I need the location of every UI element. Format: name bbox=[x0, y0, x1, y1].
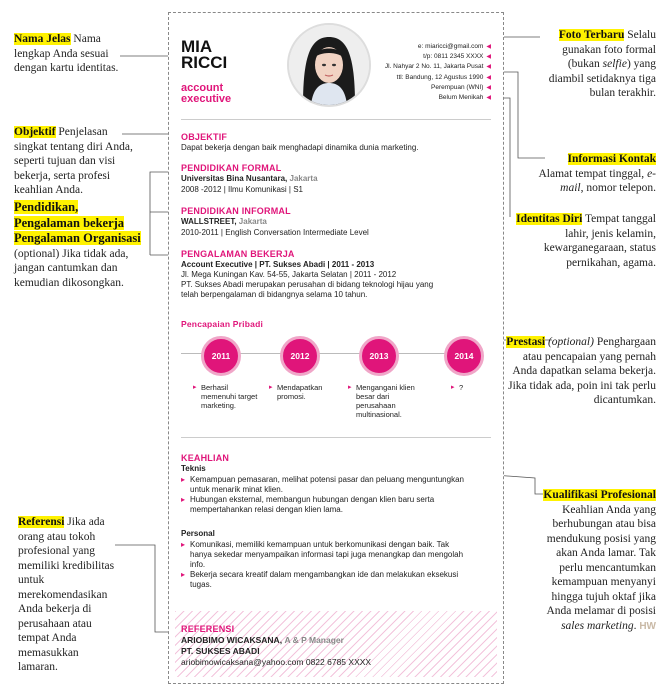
contact-row bbox=[385, 62, 491, 72]
referensi-company: PT. SUKSES ABADI bbox=[181, 646, 260, 656]
pengalaman-address: Jl. Mega Kuningan Kav. 54-55, Jakarta Selatan | 2011 - 2012 bbox=[181, 270, 397, 279]
contact-gender: Perempuan (WNI) bbox=[431, 83, 484, 91]
achievement-text: Berhasil memenuhi target marketing. bbox=[201, 383, 258, 410]
informal-detail: 2010-2011 | English Conversation Intermediate Level bbox=[181, 228, 369, 237]
annotation-prestasi bbox=[506, 335, 656, 408]
contact-row bbox=[385, 42, 491, 52]
triangle-left-icon: ◀ bbox=[486, 84, 491, 91]
annotation-text: Nama lengkap Anda sesuai dengan kartu identitas. bbox=[14, 33, 119, 74]
contact-birth: ttl: Bandung, 12 Agustus 1990 bbox=[396, 73, 484, 81]
annotation-title: Identitas Diri bbox=[516, 213, 583, 225]
triangle-left-icon: ◀ bbox=[486, 64, 491, 71]
contact-marital: Belum Menikah bbox=[438, 94, 484, 102]
contact-row bbox=[385, 93, 491, 103]
contact-address: Jl. Nahyar 2 No. 11, Jakarta Pusat bbox=[384, 63, 484, 71]
triangle-left-icon: ◀ bbox=[486, 74, 491, 81]
personal-list bbox=[181, 540, 473, 590]
pengalaman-desc-2: telah berpengalaman di bidangnya selama 10 tahun. bbox=[181, 290, 368, 299]
annotation-objektif bbox=[14, 125, 134, 198]
keahlian-teknis-label: Teknis bbox=[181, 464, 206, 473]
formal-detail: 2008 -2012 | Ilmu Komunikasi | S1 bbox=[181, 185, 303, 194]
referensi-contact: ariobimowicaksana@yahoo.com 0822 6785 XXXX bbox=[181, 657, 372, 667]
annotation-optional: (optional) bbox=[547, 336, 594, 348]
annotation-text: (optional) Jika tidak ada, jangan cantumkan dan kemudian dikosongkan. bbox=[14, 247, 129, 289]
timeline-circle-2011: 2011 bbox=[201, 336, 241, 376]
resume-name bbox=[181, 39, 227, 71]
resume-sheet bbox=[168, 12, 504, 684]
annotation-pendidikan bbox=[14, 200, 146, 290]
profile-photo bbox=[287, 23, 371, 107]
triangle-left-icon: ◀ bbox=[486, 54, 491, 61]
annotation-title: Kualifikasi Profesional bbox=[543, 489, 656, 501]
triangle-right-icon: ▸ bbox=[348, 384, 352, 391]
annotation-text: ) yang diambil setidaknya tiga bulan terakhir. bbox=[548, 58, 656, 99]
achievement-text: Mengangani klien besar dari perusahaan multinasional. bbox=[356, 383, 415, 419]
triangle-left-icon: ◀ bbox=[486, 44, 491, 50]
section-title-pencapaian: Pencapaian Pribadi bbox=[181, 319, 264, 329]
triangle-right-icon: ▸ bbox=[269, 384, 273, 391]
annotation-informasi-kontak bbox=[530, 152, 656, 196]
list-item: ▸ Kemampuan pemasaran, melihat potensi pasar dan peluang menguntungkan untuk menarik minat klien. bbox=[181, 475, 473, 495]
triangle-left-icon: ◀ bbox=[486, 95, 491, 102]
list-item: ▸ Hubungan eksternal, membangun hubungan dengan klien baru serta mempertahankan relasi dengan klien lama. bbox=[181, 495, 473, 515]
annotation-title: Nama Jelas bbox=[14, 33, 71, 45]
annotation-text: Keahlian Anda yang berhubungan atau bisa mendukung posisi yang akan Anda lamar. Tak perlu mencantumkan kemampuan menyanyi hingga tujuh oktaf jika Anda melamar di posisi bbox=[546, 503, 656, 617]
annotation-foto-terbaru bbox=[540, 28, 656, 101]
last-name: RICCI bbox=[181, 53, 228, 72]
triangle-right-icon: ▸ bbox=[193, 384, 197, 391]
timeline-circle-2012: 2012 bbox=[280, 336, 320, 376]
annotation-kualifikasi bbox=[540, 488, 656, 634]
annotation-text-italic: selfie bbox=[602, 58, 627, 70]
annotation-text: Selalu gunakan foto formal (bukan bbox=[562, 29, 656, 70]
achievement-text: Mendapatkan promosi. bbox=[277, 383, 323, 401]
objektif-text: Dapat bekerja dengan baik menghadapi dinamika dunia marketing. bbox=[181, 143, 419, 152]
annotation-identitas-diri bbox=[512, 212, 656, 270]
section-title-keahlian: KEAHLIAN bbox=[181, 453, 230, 463]
pengalaman-position: Account Executive | PT. Sukses Abadi | 2011 - 2013 bbox=[181, 260, 375, 269]
formal-school: Universitas Bina Nusantara, bbox=[181, 174, 288, 183]
section-title-pendidikan-informal: PENDIDIKAN INFORMAL bbox=[181, 206, 291, 216]
contact-info bbox=[385, 42, 491, 103]
section-title-pengalaman: PENGALAMAN BEKERJA bbox=[181, 249, 295, 259]
contact-row bbox=[385, 73, 491, 83]
informal-city: Jakarta bbox=[238, 217, 267, 226]
resume-role bbox=[181, 83, 231, 105]
signature: HW bbox=[639, 620, 656, 632]
achievement-2014 bbox=[451, 383, 479, 392]
role-line-2: executive bbox=[181, 93, 232, 105]
annotation-text: Jika ada orang atau tokoh profesional yang memiliki kredibilitas untuk merekomendasikan Anda bekerja di perusahaan atau tempat Anda memasukkan lamaran. bbox=[18, 516, 115, 673]
annotation-text-italic: e-mail bbox=[560, 167, 656, 194]
annotation-title: Informasi Kontak bbox=[567, 153, 656, 165]
section-title-objektif: OBJEKTIF bbox=[181, 132, 228, 142]
annotation-nama-jelas bbox=[14, 32, 132, 76]
annotation-referensi bbox=[18, 515, 118, 675]
annotation-text: , nomor telepon. bbox=[580, 182, 656, 194]
divider bbox=[181, 437, 491, 438]
annotation-title: Foto Terbaru bbox=[558, 29, 625, 41]
achievement-2011 bbox=[193, 383, 265, 410]
role-line-1: account bbox=[181, 82, 224, 94]
formal-school-line bbox=[181, 174, 318, 184]
annotation-title: Pendidikan, Pengalaman bekerja Pengalaman Organisasi bbox=[14, 200, 141, 245]
timeline-circle-2014: 2014 bbox=[444, 336, 484, 376]
annotation-text-italic: sales marketing bbox=[561, 619, 634, 632]
annotation-title: Prestasi bbox=[506, 336, 546, 348]
annotation-text: Penjelasan singkat tentang diri Anda, seperti tujuan dan visi bekerja, serta profesi keahlian Anda. bbox=[14, 126, 133, 196]
achievement-2012 bbox=[269, 383, 345, 401]
contact-phone: t/p: 0811 2345 XXXX bbox=[423, 53, 484, 61]
pengalaman-desc-1: PT. Sukses Abadi merupakan perusahan di bidang teknologi hijau yang bbox=[181, 280, 434, 289]
triangle-right-icon: ▸ bbox=[451, 384, 455, 391]
annotation-title: Referensi bbox=[18, 516, 65, 528]
achievement-text: ? bbox=[459, 383, 464, 392]
teknis-list bbox=[181, 475, 473, 515]
section-title-pendidikan-formal: PENDIDIKAN FORMAL bbox=[181, 163, 282, 173]
annotation-text: . bbox=[633, 619, 637, 632]
annotation-text: Tempat tanggal lahir, jenis kelamin, kewarganegaraan, status pernikahan, agama. bbox=[543, 213, 656, 269]
annotation-title: Objektif bbox=[14, 126, 56, 138]
keahlian-personal-label: Personal bbox=[181, 529, 215, 538]
referensi-name: ARIOBIMO WICAKSANA, bbox=[181, 635, 283, 645]
list-item: ▸ Komunikasi, memiliki kemampuan untuk berkomunikasi dengan baik. Tak hanya sekedar menyampaikan informasi tapi juga menangkap dan mengolah info. bbox=[181, 540, 473, 570]
referensi-name-line bbox=[181, 635, 344, 645]
annotation-text: Penghargaan atau pencapaian yang pernah Anda dapatkan selama bekerja. Jika tidak ada, poin ini tak perlu dicantumkan. bbox=[508, 336, 656, 406]
annotation-text: Alamat tempat tinggal, bbox=[538, 167, 645, 180]
achievement-2013 bbox=[348, 383, 424, 419]
timeline-circle-2013: 2013 bbox=[359, 336, 399, 376]
divider bbox=[181, 119, 491, 120]
contact-row bbox=[385, 52, 491, 62]
formal-city: Jakarta bbox=[289, 174, 318, 183]
first-name: MIA bbox=[181, 37, 213, 56]
portrait-icon bbox=[289, 25, 369, 105]
contact-row bbox=[385, 83, 491, 93]
list-item: ▸ Bekerja secara kreatif dalam mengambangkan ide dan melakukan eksekusi tugas. bbox=[181, 570, 473, 590]
referensi-role: A & P Manager bbox=[284, 635, 344, 645]
informal-school-line bbox=[181, 217, 267, 227]
section-title-referensi: REFERENSI bbox=[181, 624, 235, 634]
informal-school: WALLSTREET, bbox=[181, 217, 237, 226]
contact-email: e: miaricci@gmail.com bbox=[417, 43, 484, 50]
